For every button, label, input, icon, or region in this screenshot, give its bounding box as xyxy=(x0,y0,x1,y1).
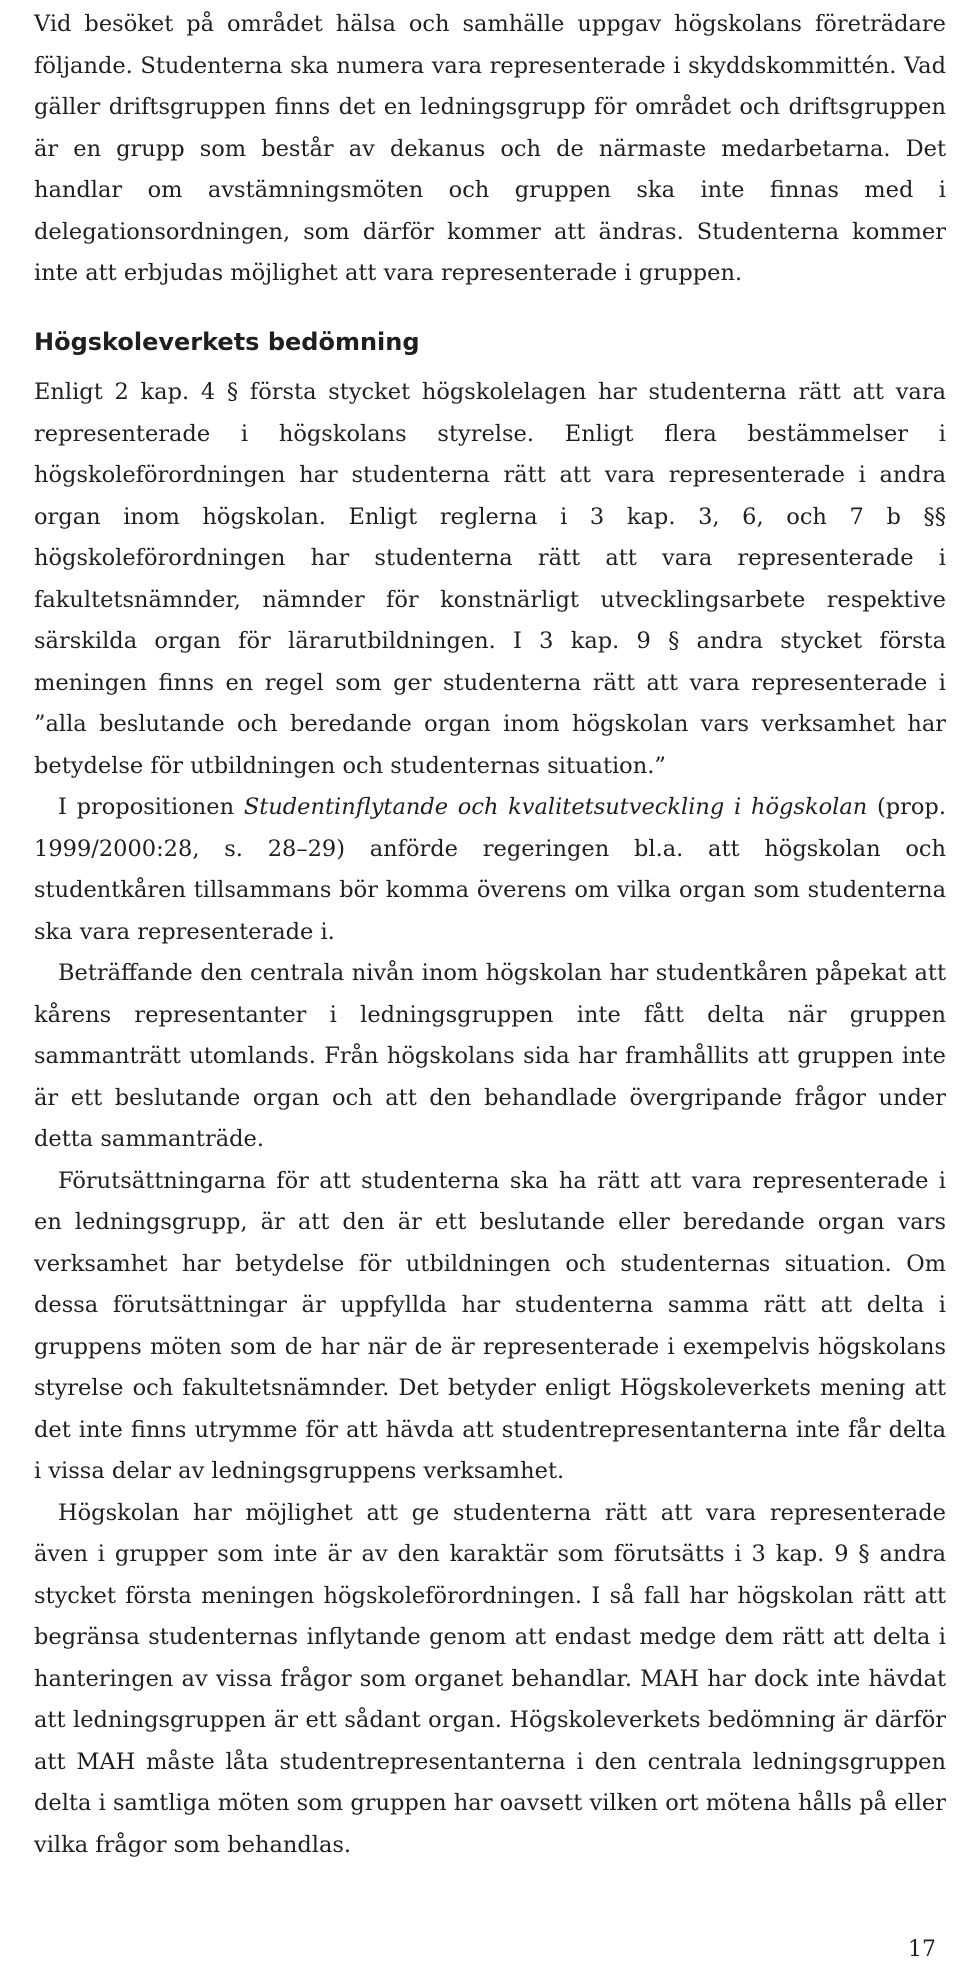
paragraph-3: Beträffande den centrala nivån inom högskolan har studentkåren påpekat att kårens representanter i ledningsgruppen inte fått delta när gruppen sammanträtt utomlands. Från högskolans sida har framhållits att gruppen inte är ett beslutande organ och att den behandlade övergripande frågor under detta sammanträde. xyxy=(34,960,946,1152)
page-number: 17 xyxy=(908,1937,936,1962)
paragraph-2 xyxy=(34,787,946,953)
paragraph-2-rest: (prop. 1999/2000:28, s. 28–29) anförde regeringen bl.a. att högskolan och studentkåren tillsammans bör komma överens om vilka organ som studenterna ska vara representerade i. xyxy=(34,794,946,945)
paragraph-5: Högskolan har möjlighet att ge studenterna rätt att vara representerade även i grupper som inte är av den karaktär som förutsätts i 3 kap. 9 § andra stycket första meningen högskoleförordningen. I så fall har högskolan rätt att begränsa studenternas inflytande genom att endast medge dem rätt att delta i hanteringen av vissa frågor som organet behandlar. MAH har dock inte hävdat att ledningsgruppen är ett sådant organ. Högskoleverkets bedömning är därför att MAH måste låta studentrepresentanterna i den centrala ledningsgruppen delta i samtliga möten som gruppen har oavsett vilken ort mötena hålls på eller vilka frågor som behandlas. xyxy=(34,1499,946,1858)
paragraph-2-lead: I propositionen xyxy=(58,794,244,820)
assessment-section xyxy=(34,372,946,1866)
paragraph-1: Enligt 2 kap. 4 § första stycket högskolelagen har studenterna rätt att vara representerade i högskolans styrelse. Enligt flera bestämmelser i högskoleförordningen har studenterna rätt att vara representerade i andra organ inom högskolan. Enligt reglerna i 3 kap. 3, 6, och 7 b §§ högskoleförordningen har studenterna rätt att vara representerade i fakultetsnämnder, nämnder för konstnärligt utvecklingsarbete respektive särskilda organ för lärarutbildningen. I 3 kap. 9 § andra stycket första meningen finns en regel som ger studenterna rätt att vara representerade i ”alla beslutande och beredande organ inom högskolan vars verksamhet har betydelse för utbildningen och studenternas situation.” xyxy=(34,379,946,779)
intro-paragraph: Vid besöket på området hälsa och samhälle uppgav högskolans företrädare följande. Studenterna ska numera vara representerade i skyddskommittén. Vad gäller driftsgruppen finns det en ledningsgrupp för området och driftsgruppen är en grupp som består av dekanus och de närmaste medarbetarna. Det handlar om avstämningsmöten och gruppen ska inte finnas med i delegationsordningen, som därför kommer att ändras. Studenterna kommer inte att erbjudas möjlighet att vara representerade i gruppen. xyxy=(34,11,946,286)
paragraph-4: Förutsättningarna för att studenterna ska ha rätt att vara representerade i en ledningsgrupp, är att den är ett beslutande eller beredande organ vars verksamhet har betydelse för utbildningen och studenternas situation. Om dessa förutsättningar är uppfyllda har studenterna samma rätt att delta i gruppens möten som de har när de är representerade i exempelvis högskolans styrelse och fakultetsnämnder. Det betyder enligt Högskoleverkets mening att det inte finns utrymme för att hävda att studentrepresentanterna inte får delta i vissa delar av ledningsgruppens verksamhet. xyxy=(34,1167,946,1484)
section-heading: Högskoleverkets bedömning xyxy=(34,328,420,356)
intro-text xyxy=(34,4,946,295)
proposition-title: Studentinflytande och kvalitetsutveckling i högskolan xyxy=(243,794,868,820)
